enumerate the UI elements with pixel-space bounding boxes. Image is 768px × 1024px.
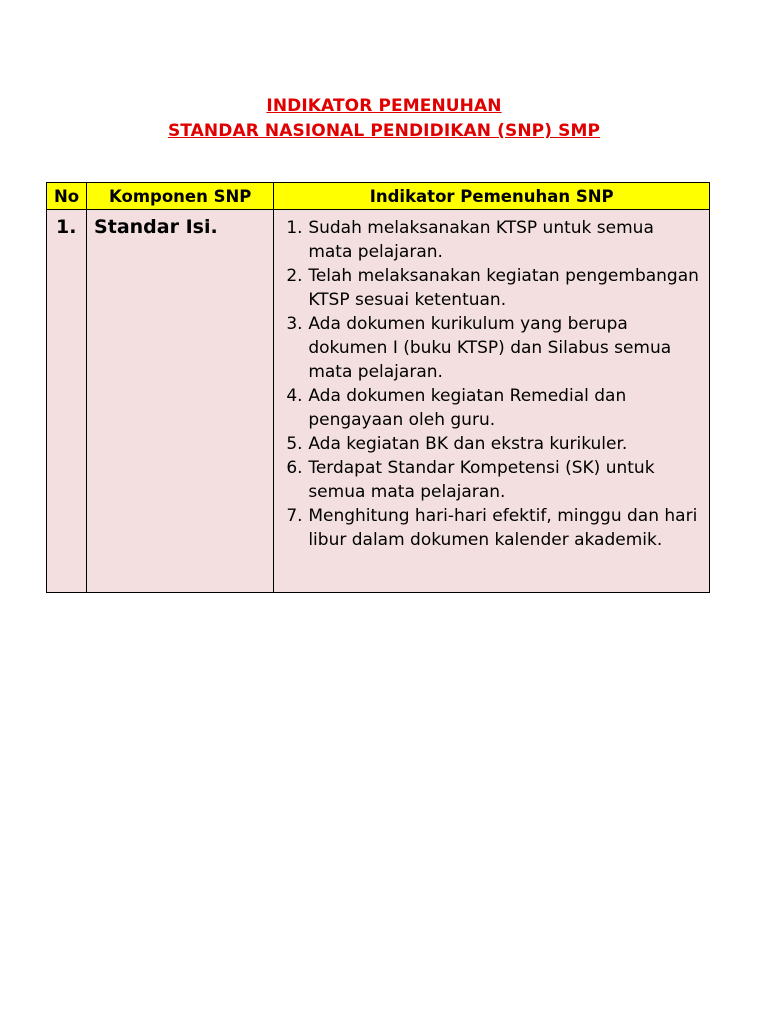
table-header-row — [47, 183, 710, 210]
header-komponen-snp: Komponen SNP — [87, 183, 274, 210]
cell-no — [47, 210, 87, 593]
item-text: Ada kegiatan BK dan ekstra kurikuler. — [308, 434, 628, 454]
list-item — [286, 216, 703, 264]
item-text: Telah melaksanakan kegiatan pengembangan KTSP sesuai ketentuan. — [308, 266, 699, 310]
list-item — [286, 432, 703, 456]
indicator-list — [274, 210, 709, 552]
cell-indikator — [274, 210, 710, 593]
item-text: Terdapat Standar Kompetensi (SK) untuk semua mata pelajaran. — [308, 458, 655, 502]
item-text: Menghitung hari-hari efektif, minggu dan hari libur dalam dokumen kalender akademik. — [308, 506, 698, 550]
header-indikator-pemenuhan-snp: Indikator Pemenuhan SNP — [274, 183, 710, 210]
title-line-1: INDIKATOR PEMENUHAN — [266, 96, 502, 116]
item-number: 3. — [286, 314, 303, 334]
item-text: Ada dokumen kegiatan Remedial dan pengayaan oleh guru. — [308, 386, 627, 430]
cell-komponen — [87, 210, 274, 593]
list-item — [286, 264, 703, 312]
item-text: Ada dokumen kurikulum yang berupa dokumen I (buku KTSP) dan Silabus semua mata pelajaran. — [308, 314, 672, 382]
item-number: 7. — [286, 506, 303, 526]
header-no: No — [47, 183, 87, 210]
list-item — [286, 456, 703, 504]
item-number: 2. — [286, 266, 303, 286]
document-title — [0, 94, 768, 144]
item-number: 4. — [286, 386, 303, 406]
item-text: Sudah melaksanakan KTSP untuk semua mata pelajaran. — [308, 218, 654, 262]
list-item — [286, 384, 703, 432]
table-row — [47, 210, 710, 593]
snp-indicator-table — [46, 182, 710, 593]
list-item — [286, 312, 703, 384]
row-number: 1. — [56, 216, 77, 238]
item-number: 6. — [286, 458, 303, 478]
komponen-label: Standar Isi. — [94, 216, 218, 238]
item-number: 1. — [286, 218, 303, 238]
item-number: 5. — [286, 434, 303, 454]
list-item — [286, 504, 703, 552]
title-line-2: STANDAR NASIONAL PENDIDIKAN (SNP) SMP — [167, 121, 601, 141]
